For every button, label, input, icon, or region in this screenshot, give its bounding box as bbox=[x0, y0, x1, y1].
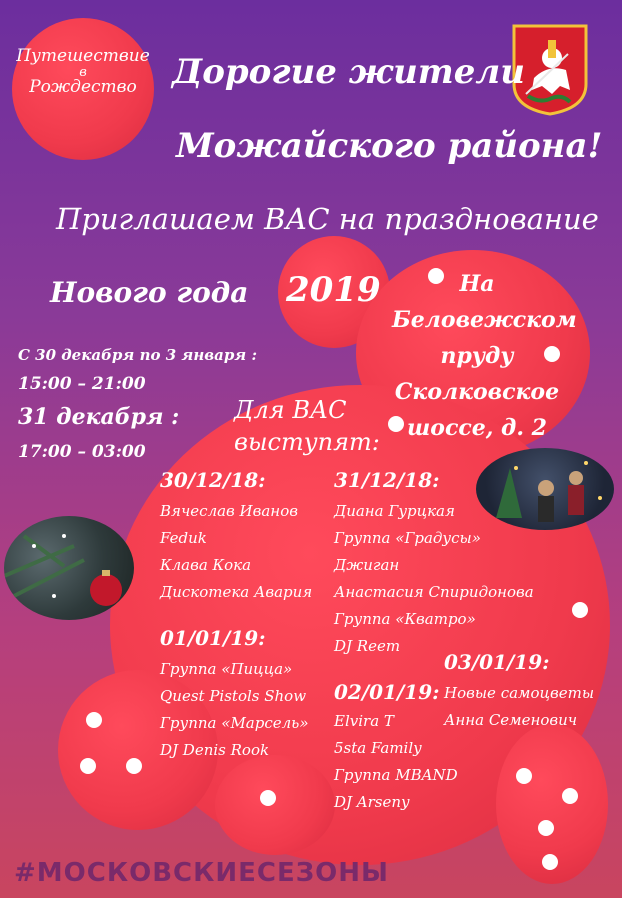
snow-dot bbox=[80, 758, 96, 774]
performer: Анастасия Спиридонова bbox=[334, 583, 534, 601]
performer: Quest Pistols Show bbox=[160, 687, 307, 705]
performer: Дискотека Авария bbox=[160, 583, 313, 601]
schedule-range1-time: 15:00 – 21:00 bbox=[18, 374, 146, 394]
snow-dot bbox=[538, 820, 554, 836]
performer: Группа «Марсель» bbox=[160, 714, 309, 732]
performer: Группа «Кватро» bbox=[334, 610, 476, 628]
performer: Клава Кока bbox=[160, 556, 252, 574]
invite-text: Приглашаем ВАС на празднование bbox=[56, 202, 599, 236]
heading-line2: Можайского района! bbox=[176, 126, 603, 166]
snow-dot bbox=[86, 712, 102, 728]
hashtag: #МОСКОВСКИЕСЕЗОНЫ bbox=[14, 858, 389, 888]
performer: Группа MBAND bbox=[334, 766, 458, 784]
day-date: 03/01/19: bbox=[444, 650, 550, 674]
performer: DJ Arseny bbox=[334, 793, 410, 811]
for-you-line1: Для ВАС bbox=[234, 396, 347, 424]
day-date: 31/12/18: bbox=[334, 468, 440, 492]
logo-line2: в bbox=[79, 64, 87, 80]
for-you-line2: выступят: bbox=[234, 428, 380, 456]
day-date: 02/01/19: bbox=[334, 680, 440, 704]
day-date: 01/01/19: bbox=[160, 626, 266, 650]
day-03 bbox=[444, 650, 594, 734]
snow-dot bbox=[516, 768, 532, 784]
logo-line1: Путешествие bbox=[16, 46, 150, 66]
performer: Вячеслав Иванов bbox=[160, 502, 298, 520]
performer: DJ Reem bbox=[334, 637, 401, 655]
performer: Диана Гурцкая bbox=[334, 502, 455, 520]
schedule-range2-time: 17:00 – 03:00 bbox=[18, 442, 146, 462]
performer: Группа «Пицца» bbox=[160, 660, 293, 678]
day-31 bbox=[334, 468, 534, 660]
location-line: Сколковское bbox=[394, 379, 560, 405]
performer: Анна Семенович bbox=[444, 711, 578, 729]
location-line: Беловежском bbox=[392, 307, 577, 333]
snow-dot bbox=[572, 602, 588, 618]
year: 2019 bbox=[286, 270, 381, 310]
snow-dot bbox=[542, 854, 558, 870]
new-year-label: Нового года bbox=[50, 276, 249, 309]
location bbox=[392, 266, 577, 446]
location-line: На bbox=[459, 271, 495, 297]
christmas-ornament-image bbox=[4, 516, 134, 620]
performer: Feduk bbox=[160, 529, 207, 547]
mid-small-circle bbox=[215, 755, 335, 855]
performer: Elvira T bbox=[334, 712, 394, 730]
logo bbox=[12, 48, 154, 97]
performer: Группа «Градусы» bbox=[334, 529, 481, 547]
day-date: 30/12/18: bbox=[160, 468, 266, 492]
schedule-range2-label: 31 декабря : bbox=[18, 404, 180, 430]
day-30 bbox=[160, 468, 312, 606]
performer: DJ Denis Rook bbox=[160, 741, 270, 759]
location-line: пруду bbox=[440, 343, 514, 369]
location-line: шоссе, д. 2 bbox=[407, 415, 547, 441]
logo-line3: Рождество bbox=[29, 77, 137, 98]
day-02 bbox=[334, 680, 458, 816]
performer: Джиган bbox=[334, 556, 400, 574]
performer: 5sta Family bbox=[334, 739, 422, 757]
snow-dot bbox=[260, 790, 276, 806]
schedule-range1-label: С 30 декабря по 3 января : bbox=[18, 346, 258, 364]
heading-line1: Дорогие жители bbox=[172, 52, 525, 92]
snow-dot bbox=[562, 788, 578, 804]
performer: Новые самоцветы bbox=[444, 684, 595, 702]
day-01 bbox=[160, 626, 309, 764]
snow-dot bbox=[126, 758, 142, 774]
